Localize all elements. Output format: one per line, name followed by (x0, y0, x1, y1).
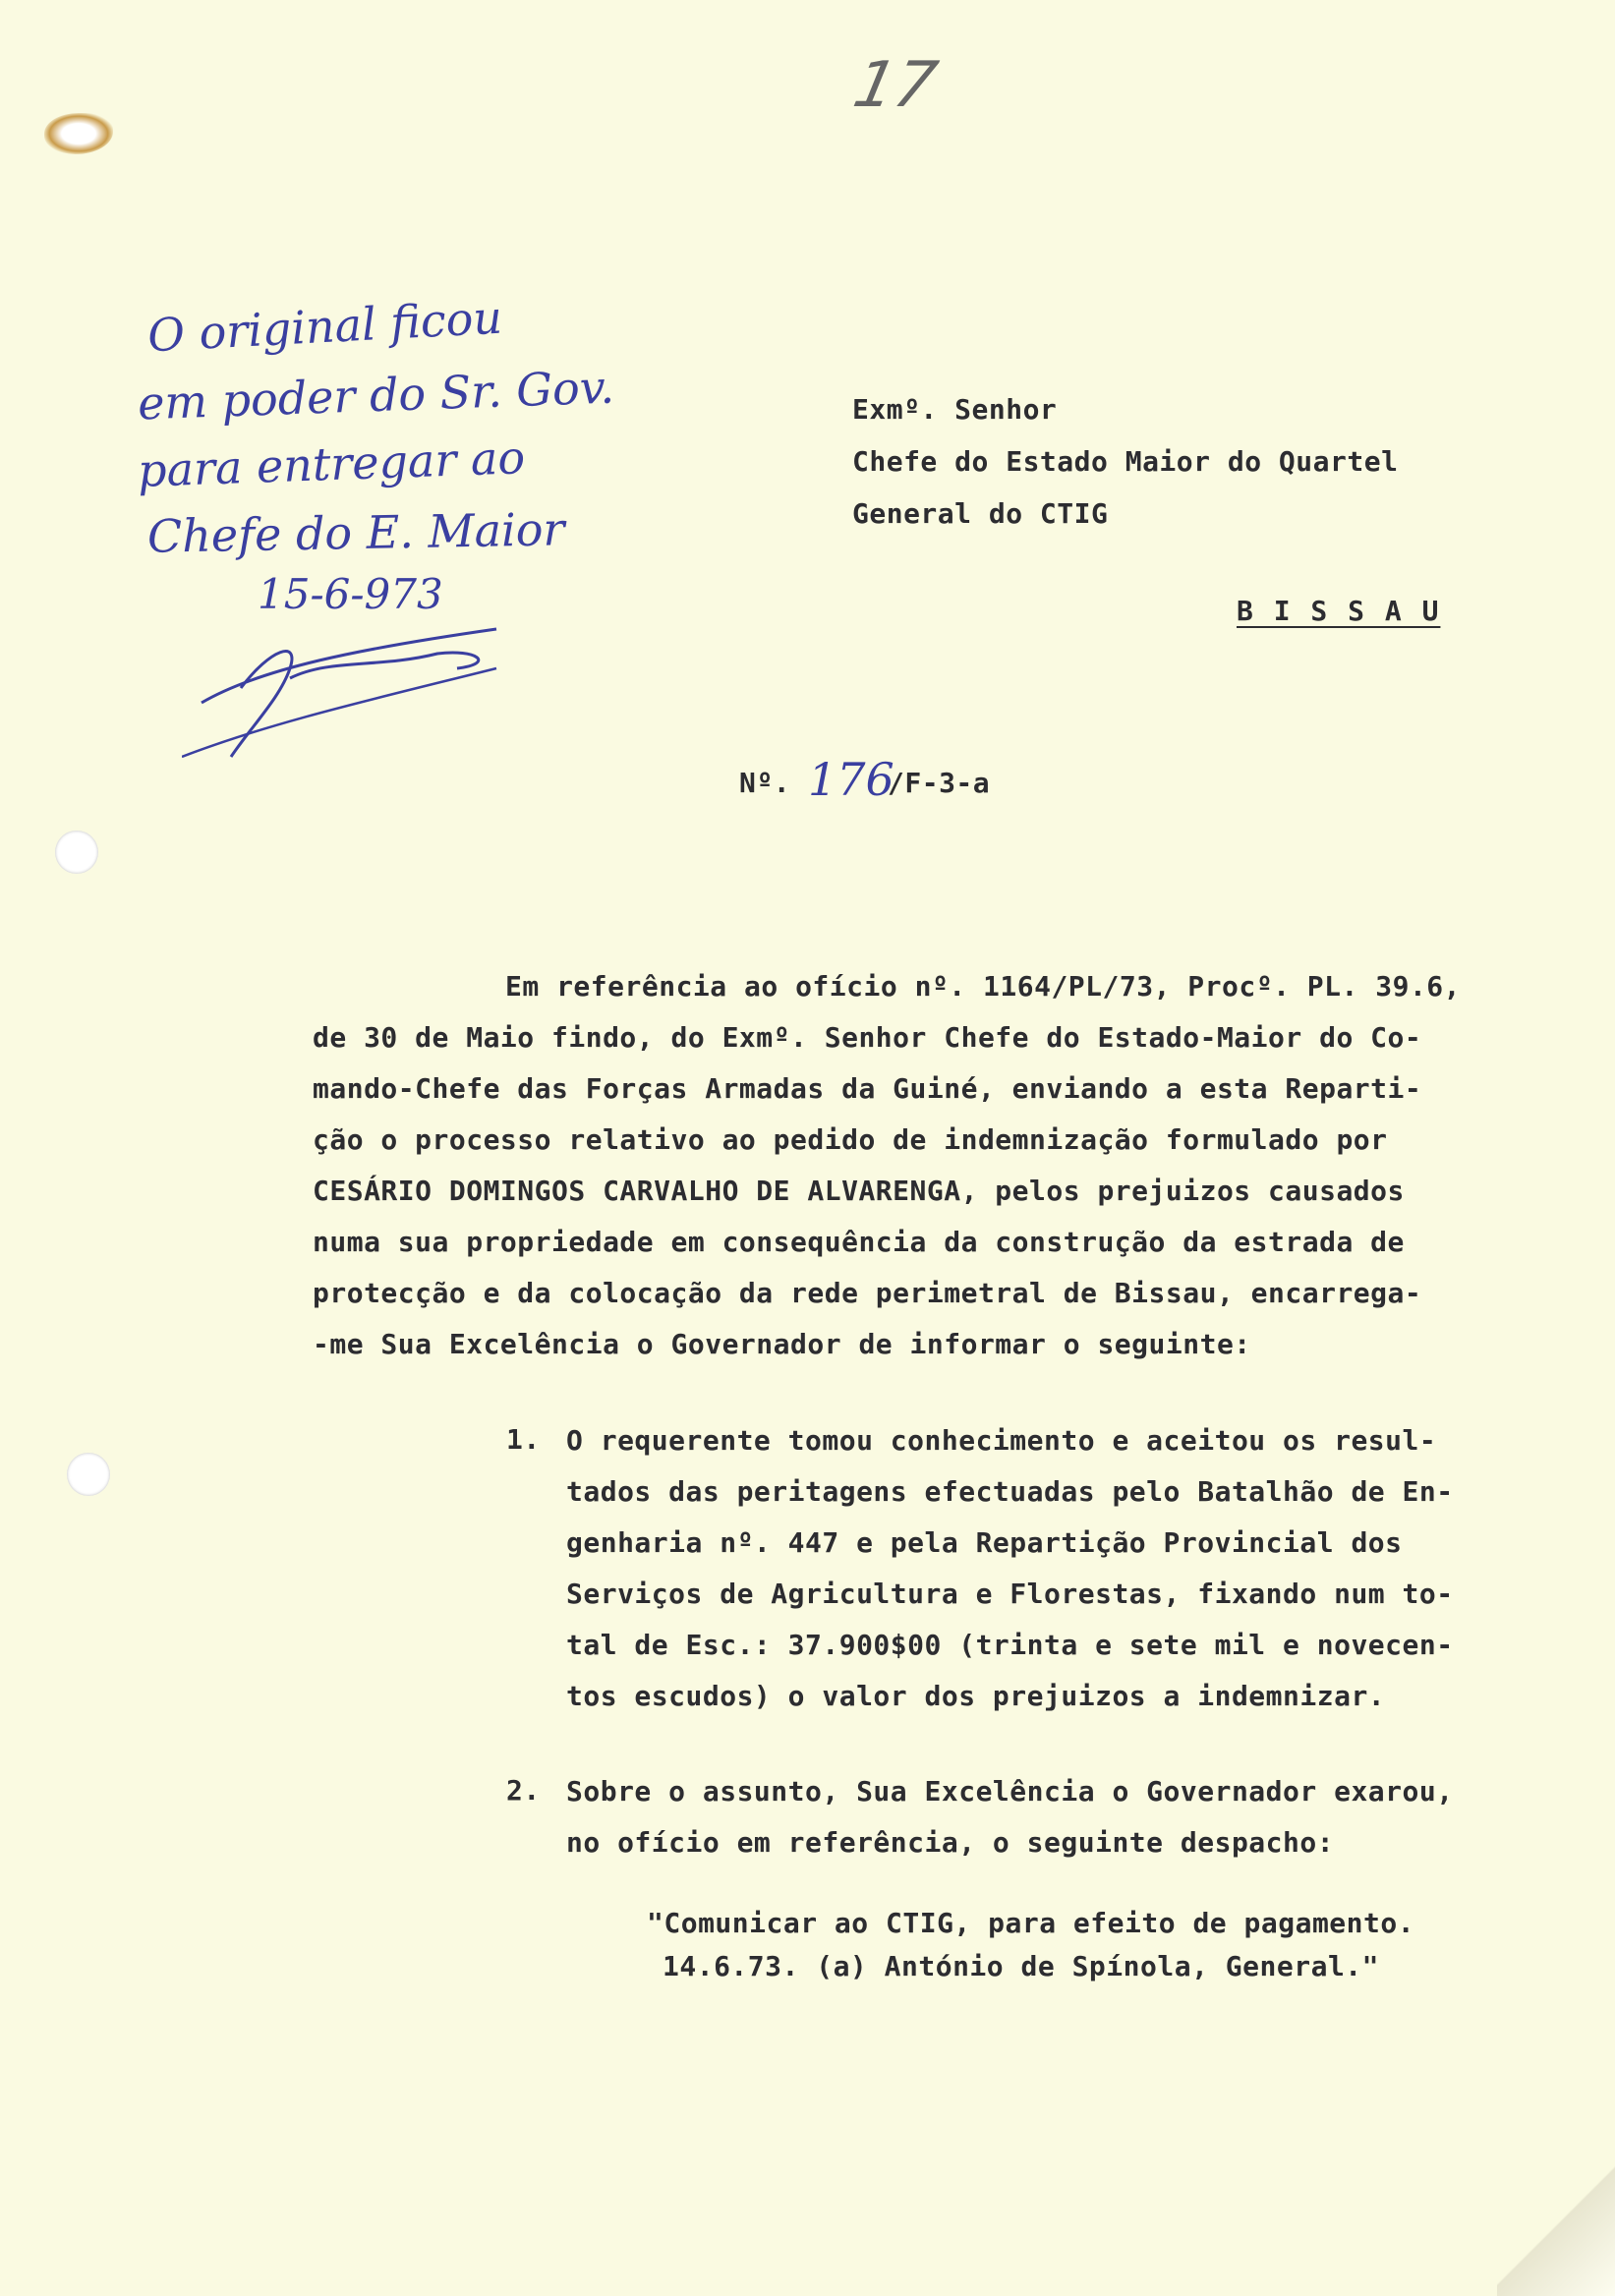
note-date: 15-6-973 (258, 570, 443, 618)
item-line: tos escudos) o valor dos prejuizos a indemnizar. (566, 1680, 1386, 1712)
addressee-salutation: Exmº. Senhor (852, 393, 1058, 426)
paper-damage (44, 113, 113, 154)
item-line: tal de Esc.: 37.900$00 (trinta e sete mil e novecen- (566, 1629, 1454, 1661)
body-paragraph (313, 961, 1461, 1370)
item-1-number: 1. (506, 1423, 541, 1456)
body-line: ção o processo relativo ao pedido de indemnização formulado por (313, 1123, 1388, 1156)
reference-number: 176 (808, 753, 894, 806)
body-line: mando-Chefe das Forças Armadas da Guiné, enviando a esta Reparti- (313, 1072, 1422, 1105)
item-2-number: 2. (506, 1774, 541, 1807)
item-1-text (566, 1415, 1454, 1722)
reference-prefix: Nº. (739, 767, 791, 799)
item-line: Serviços de Agricultura e Florestas, fixando num to- (566, 1578, 1454, 1610)
body-line: protecção e da colocação da rede perimetral de Bissau, encarrega- (313, 1277, 1422, 1309)
item-line: O requerente tomou conhecimento e aceitou os resul- (566, 1424, 1437, 1457)
note-line-4: Chefe do E. Maior (146, 502, 565, 563)
item-line: Sobre o assunto, Sua Excelência o Governador exarou, (566, 1775, 1454, 1808)
page-number: 17 (847, 49, 944, 122)
addressee-city: B I S S A U (1237, 595, 1441, 627)
note-line-1: O original ficou (145, 290, 504, 363)
item-line: genharia nº. 447 e pela Repartição Provincial dos (566, 1526, 1403, 1559)
quote-line: 14.6.73. (a) António de Spínola, General." (663, 1950, 1380, 1982)
item-line: tados das peritagens efectuadas pelo Batalhão de En- (566, 1475, 1454, 1508)
folded-corner (1497, 2158, 1615, 2296)
body-line: Em referência ao ofício nº. 1164/PL/73, Procº. PL. 39.6, (505, 970, 1462, 1003)
note-line-3: para entregar ao (137, 430, 526, 497)
body-line: CESÁRIO DOMINGOS CARVALHO DE ALVARENGA, pelos prejuizos causados (313, 1175, 1405, 1207)
note-line-2: em poder do Sr. Gov. (137, 360, 615, 430)
signature-mark (182, 609, 516, 767)
item-2-text (566, 1766, 1454, 1868)
reference-suffix: /F-3-a (888, 767, 991, 799)
punch-hole-top (55, 831, 98, 874)
body-line: -me Sua Excelência o Governador de informar o seguinte: (313, 1328, 1251, 1360)
dispatch-quote (647, 1902, 1414, 1988)
body-line: numa sua propriedade em consequência da construção da estrada de (313, 1226, 1405, 1258)
body-line: de 30 de Maio findo, do Exmº. Senhor Chefe do Estado-Maior do Co- (313, 1021, 1422, 1054)
item-line: no ofício em referência, o seguinte despacho: (566, 1826, 1335, 1859)
addressee-line-1: Chefe do Estado Maior do Quartel (852, 445, 1399, 478)
punch-hole-bottom (67, 1453, 110, 1496)
addressee-line-2: General do CTIG (852, 497, 1109, 530)
quote-line: "Comunicar ao CTIG, para efeito de pagamento. (647, 1907, 1415, 1939)
